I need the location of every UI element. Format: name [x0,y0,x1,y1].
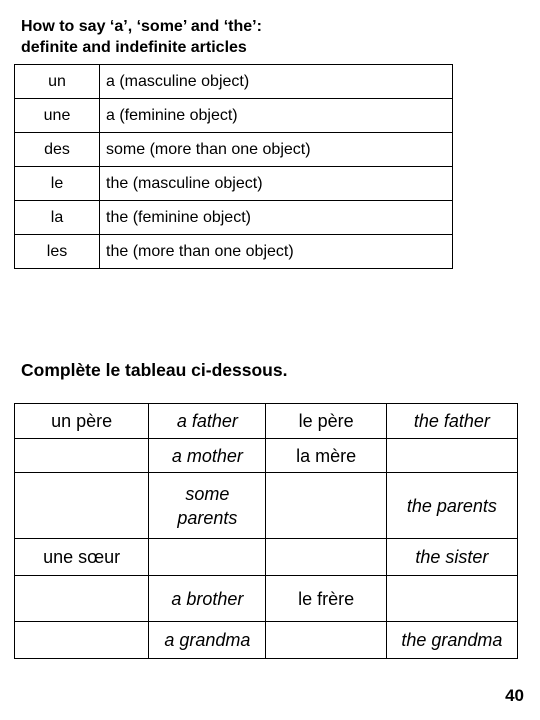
article-row [15,133,453,167]
cell-text-line-1: some [185,483,230,504]
article-word: le [15,167,100,201]
article-row [15,65,453,99]
exercise-row [15,404,518,439]
english-indefinite-cell[interactable]: a mother [149,439,266,473]
english-definite-cell[interactable]: the sister [386,539,517,576]
exercise-row [15,439,518,473]
page-number: 40 [505,686,524,705]
article-row [15,235,453,269]
french-indefinite-cell[interactable] [15,622,149,659]
article-row [15,201,453,235]
french-indefinite-cell[interactable]: une sœur [15,539,149,576]
article-meaning: the (feminine object) [100,201,453,235]
article-meaning: a (masculine object) [100,65,453,99]
article-meaning: a (feminine object) [100,99,453,133]
exercise-instruction: Complète le tableau ci-dessous. [21,360,288,380]
cell-text-line-2: parents [177,507,238,528]
exercise-row [15,539,518,576]
exercise-row [15,622,518,659]
article-row [15,167,453,201]
article-meaning: the (more than one object) [100,235,453,269]
english-indefinite-cell[interactable]: a brother [149,576,266,622]
page-heading [21,16,521,58]
english-definite-cell[interactable] [386,576,517,622]
article-row [15,99,453,133]
article-word: un [15,65,100,99]
english-definite-cell[interactable] [386,439,517,473]
french-definite-cell[interactable] [266,622,386,659]
french-definite-cell[interactable]: le frère [266,576,386,622]
english-definite-cell[interactable]: the father [386,404,517,439]
french-definite-cell[interactable] [266,539,386,576]
english-indefinite-cell[interactable]: a grandma [149,622,266,659]
article-word: une [15,99,100,133]
articles-table [14,64,453,269]
exercise-table [14,403,518,659]
english-indefinite-cell[interactable] [149,473,266,539]
english-indefinite-cell[interactable] [149,539,266,576]
french-indefinite-cell[interactable] [15,473,149,539]
heading-line-2: definite and indefinite articles [21,39,247,56]
exercise-row [15,576,518,622]
article-word: la [15,201,100,235]
article-word: les [15,235,100,269]
article-word: des [15,133,100,167]
french-indefinite-cell[interactable]: un père [15,404,149,439]
french-definite-cell[interactable] [266,473,386,539]
article-meaning: some (more than one object) [100,133,453,167]
english-definite-cell[interactable]: the parents [386,473,517,539]
french-definite-cell[interactable]: la mère [266,439,386,473]
french-indefinite-cell[interactable] [15,576,149,622]
english-indefinite-cell[interactable]: a father [149,404,266,439]
french-definite-cell[interactable]: le père [266,404,386,439]
article-meaning: the (masculine object) [100,167,453,201]
heading-line-1: How to say ‘a’, ‘some’ and ‘the’: [21,18,262,35]
exercise-row [15,473,518,539]
french-indefinite-cell[interactable] [15,439,149,473]
english-definite-cell[interactable]: the grandma [386,622,517,659]
